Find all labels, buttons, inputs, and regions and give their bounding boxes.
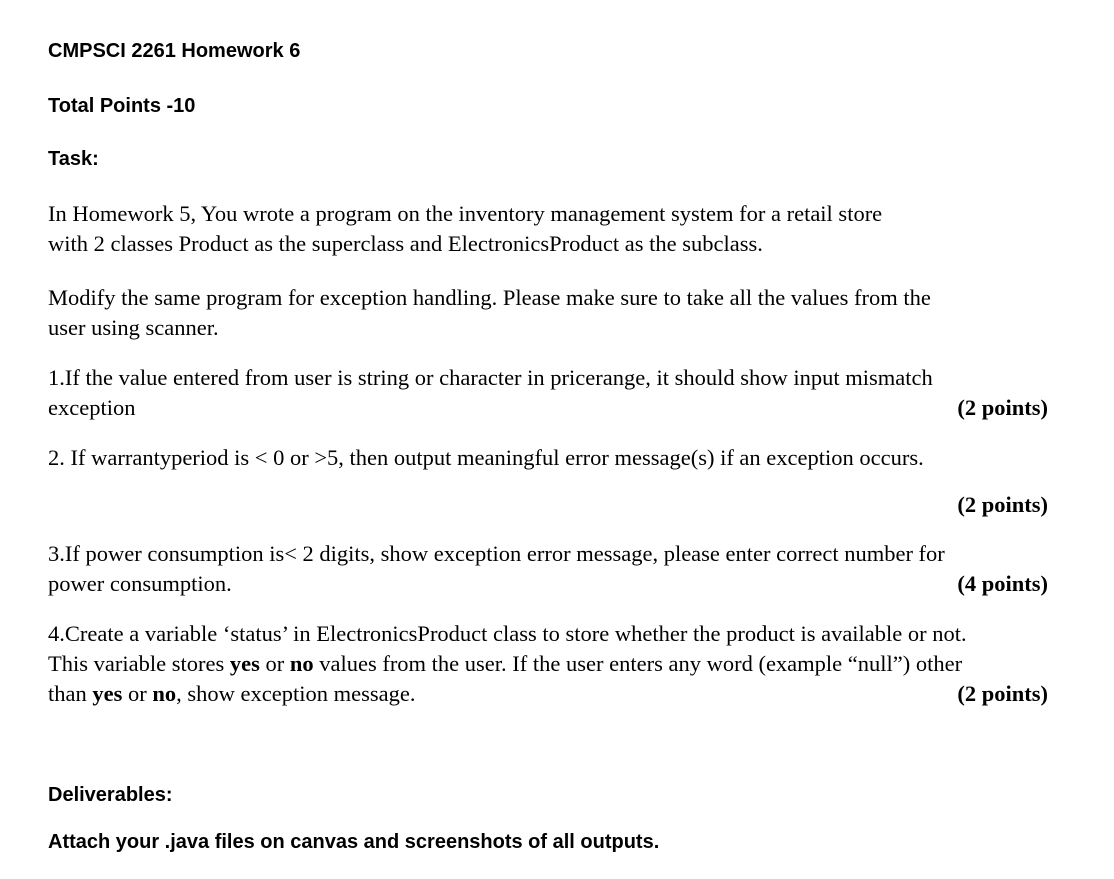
requirement-4-line-1: 4.Create a variable ‘status’ in ElectronicsProduct class to store whether the product is available or not. (48, 621, 967, 646)
requirement-4 (48, 619, 1056, 709)
modify-paragraph (48, 283, 1056, 343)
no-keyword-2: no (152, 681, 177, 706)
requirement-2-line-1: 2. If warrantyperiod is < 0 or >5, then output meaningful error message(s) if an exception occurs. (48, 445, 924, 470)
requirement-1-line-1: 1.If the value entered from user is string or character in pricerange, it should show input mismatch (48, 365, 933, 390)
requirement-3-line-1: 3.If power consumption is< 2 digits, show exception error message, please enter correct number for (48, 541, 945, 566)
requirement-3-row-2 (48, 569, 1048, 599)
modify-line-1: Modify the same program for exception handling. Please make sure to take all the values from the (48, 285, 931, 310)
requirement-3-line-2: power consumption. (48, 571, 232, 596)
total-points: Total Points -10 (48, 95, 196, 117)
requirement-4-points: (2 points) (957, 681, 1048, 706)
or-word: or (259, 651, 290, 676)
intro-paragraph (48, 199, 1056, 259)
or-word-2: or (122, 681, 153, 706)
requirement-4-line-3-start: than (48, 681, 93, 706)
modify-line-2: user using scanner. (48, 315, 219, 340)
intro-line-1: In Homework 5, You wrote a program on the inventory management system for a retail store (48, 201, 883, 226)
requirement-2 (48, 443, 1056, 473)
yes-keyword-2: yes (92, 681, 123, 706)
yes-keyword: yes (229, 651, 260, 676)
requirement-4-line-2-end: values from the user. If the user enters any word (example “null”) other (313, 651, 963, 676)
requirement-3-points: (4 points) (957, 571, 1048, 596)
deliverables-heading: Deliverables: (48, 784, 173, 806)
requirement-1-line-2: exception (48, 395, 136, 420)
requirement-2-points-row (48, 490, 1056, 520)
requirement-4-line-3 (48, 679, 415, 709)
requirement-1-points: (2 points) (957, 395, 1048, 420)
requirement-2-points-wrap (48, 490, 1048, 520)
intro-line-2: with 2 classes Product as the superclass and ElectronicsProduct as the subclass. (48, 231, 763, 256)
requirement-4-line-2-start: This variable stores (48, 651, 230, 676)
no-keyword: no (289, 651, 314, 676)
requirement-4-line-2 (48, 649, 1056, 679)
deliverables-text: Attach your .java files on canvas and screenshots of all outputs. (48, 831, 660, 853)
task-heading: Task: (48, 148, 99, 170)
page-title: CMPSCI 2261 Homework 6 (48, 40, 301, 62)
requirement-4-row-3 (48, 679, 1048, 709)
requirement-2-points: (2 points) (957, 492, 1048, 517)
requirement-1-row-2 (48, 393, 1048, 423)
requirement-4-line-3-end: , show exception message. (176, 681, 416, 706)
requirement-1 (48, 363, 1056, 423)
requirement-3 (48, 539, 1056, 599)
